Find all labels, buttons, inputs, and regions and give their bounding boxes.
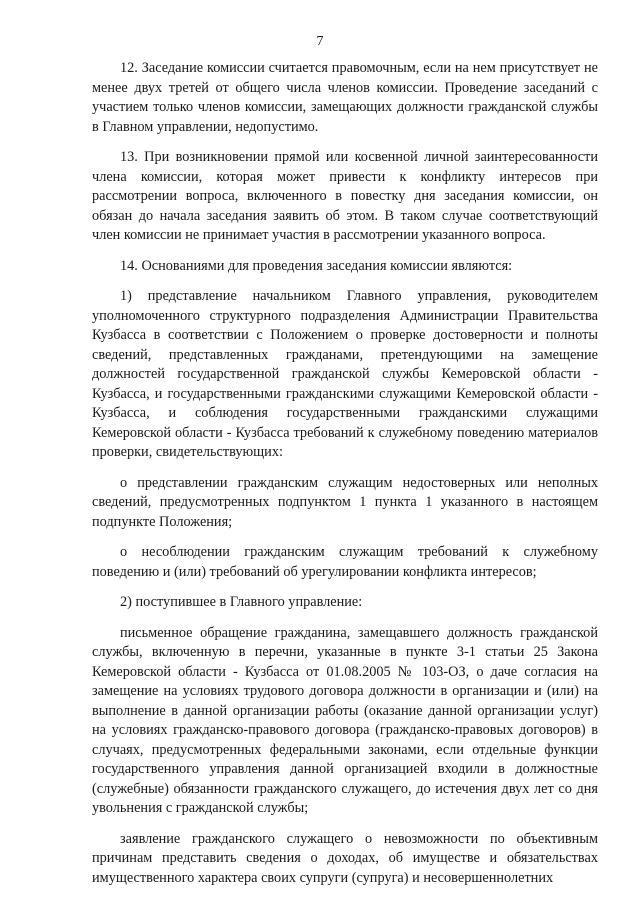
paragraph-item-13: 13. При возникновении прямой или косвенной личной заинтересованности члена комиссии, которая может привести к конфликту интересов при рассмотрении вопроса, включенного в повестку дня заседания комиссии, он обязан до начала заседания заявить об этом. В таком случае соответствующий член комиссии не принимает участия в рассмотрении указанного вопроса. <box>92 149 598 243</box>
paragraph-conduct-violation: о несоблюдении гражданским служащим требований к служебному поведению и (или) требований об урегулировании конфликта интересов; <box>92 544 598 580</box>
paragraph-unreliable-info: о представлении гражданским служащим недостоверных или неполных сведений, предусмотренных подпунктом 1 пункта 1 указанного в настоящем подпункте Положения; <box>92 474 598 530</box>
page-number: 7 <box>316 34 324 49</box>
paragraph-employee-statement: заявление гражданского служащего о невозможности по объективным причинам представить сведения о доходах, об имуществе и обязательствах имущественного характера своих супруги (супруга) и несовершеннолетних <box>92 830 598 886</box>
paragraph-item-14: 14. Основаниями для проведения заседания комиссии являются: <box>120 257 513 274</box>
paragraph-item-12: 12. Заседание комиссии считается правомочным, если на нем присутствует не менее двух третей от общего числа членов комиссии. Проведение заседаний с участием только членов комиссии, замещающих должности гражданской службы в Главном управлении, недопустимо. <box>92 60 598 135</box>
document-body <box>92 59 598 899</box>
paragraph-subitem-2: 2) поступившее в Главного управление: <box>120 594 363 610</box>
paragraph-subitem-1: 1) представление начальником Главного управления, руководителем уполномоченного структурного подразделения Администрации Правительства Кузбасса в соответствии с Положением о проверке достоверности и полноты сведений, представленных гражданами, претендующими на замещение должностей государственной гражданской службы Кемеровской области - Кузбасса, и государственными гражданскими служащими Кемеровской области - Кузбасса, и соблюдения государственными гражданскими служащими Кемеровской области - Кузбасса требований к служебному поведению материалов проверки, свидетельствующих: <box>92 288 598 460</box>
paragraph-citizen-appeal: письменное обращение гражданина, замещавшего должность гражданской службы, включенную в перечни, указанные в пункте 3-1 статьи 25 Закона Кемеровской области - Кузбасса от 01.08.2005 № 103-ОЗ, о даче согласия на замещение на условиях трудового договора должности в организации и (или) на выполнение в данной организации работы (оказание данной организации услуг) на условиях гражданско-правового договора (гражданско-правовых договоров) в случаях, предусмотренных федеральными законами, если отдельные функции государственного управления данной организацией входили в должностные (служебные) обязанности гражданского служащего, до истечения двух лет со дня увольнения с гражданской службы; <box>92 624 598 816</box>
